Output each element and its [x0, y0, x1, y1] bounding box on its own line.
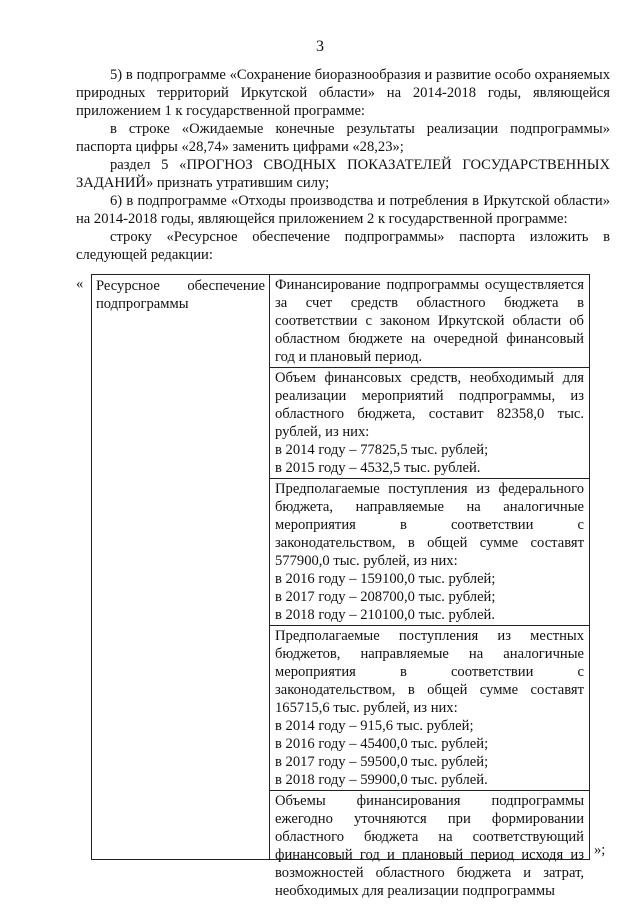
local-2018: в 2018 году – 59900,0 тыс. рублей. — [275, 772, 488, 788]
resource-table — [91, 274, 590, 899]
regional-budget-block — [270, 367, 589, 478]
federal-budget-block — [270, 478, 589, 625]
local-2017: в 2017 году – 59500,0 тыс. рублей; — [275, 754, 489, 770]
paragraph-resource-row: строку «Ресурсное обеспечение подпрограммы» паспорта изложить в следующей редакции: — [76, 229, 610, 263]
open-quote: « — [76, 276, 84, 292]
paragraph-item-5: 5) в подпрограмме «Сохранение биоразнообразия и развитие особо охраняемых природных территорий Иркутской области» на 2014-2018 годы, являющейся приложением 1 к государственной программе: — [76, 67, 610, 119]
regional-2014: в 2014 году – 77825,5 тыс. рублей; — [275, 442, 489, 458]
table-content-cell — [270, 275, 589, 899]
page-number: 3 — [316, 38, 324, 55]
table-label-cell: Ресурсное обеспечение подпрограммы — [92, 275, 270, 859]
funding-adjustment-text: Объемы финансирования подпрограммы ежегодно уточняются при формировании областного бюджета на соответствующий финансовый год и плановый период исходя из возможностей областного бюджета и затрат, необходимых для реализации подпрограммы — [275, 793, 584, 899]
regional-budget-text: Объем финансовых средств, необходимый для реализации мероприятий подпрограммы, из областного бюджета, составит 82358,0 тыс. рублей, из них: — [275, 370, 584, 440]
financing-source-block — [270, 275, 589, 367]
funding-adjustment-block — [270, 790, 589, 901]
federal-2017: в 2017 году – 208700,0 тыс. рублей; — [275, 589, 496, 605]
local-2016: в 2016 году – 45400,0 тыс. рублей; — [275, 736, 489, 752]
paragraph-results-row: в строке «Ожидаемые конечные результаты реализации подпрограммы» паспорта цифры «28,74» заменить цифрами «28,23»; — [76, 121, 610, 155]
local-2014: в 2014 году – 915,6 тыс. рублей; — [275, 718, 474, 734]
financing-source-text: Финансирование подпрограммы осуществляется за счет средств областного бюджета в соответствии с законом Иркутской области об областном бюджете на очередной финансовый год и плановый период. — [275, 277, 584, 365]
federal-2016: в 2016 году – 159100,0 тыс. рублей; — [275, 571, 496, 587]
close-quote: »; — [594, 842, 606, 858]
paragraph-section-5: раздел 5 «ПРОГНОЗ СВОДНЫХ ПОКАЗАТЕЛЕЙ ГОСУДАРСТВЕННЫХ ЗАДАНИЙ» признать утратившим силу; — [76, 157, 610, 191]
document-body — [76, 66, 610, 264]
federal-2018: в 2018 году – 210100,0 тыс. рублей. — [275, 607, 496, 623]
local-budget-text: Предполагаемые поступления из местных бюджетов, направляемые на аналогичные мероприятия в соответствии с законодательством, в общей сумме составят 165715,6 тыс. рублей, из них: — [275, 628, 584, 716]
paragraph-item-6: 6) в подпрограмме «Отходы производства и потребления в Иркутской области» на 2014-2018 годы, являющейся приложением 2 к государственной программе: — [76, 193, 610, 227]
regional-2015: в 2015 году – 4532,5 тыс. рублей. — [275, 460, 481, 476]
federal-budget-text: Предполагаемые поступления из федерального бюджета, направляемые на аналогичные мероприятия в соответствии с законодательством, в общей сумме составят 577900,0 тыс. рублей, из них: — [275, 481, 584, 569]
local-budget-block — [270, 625, 589, 790]
